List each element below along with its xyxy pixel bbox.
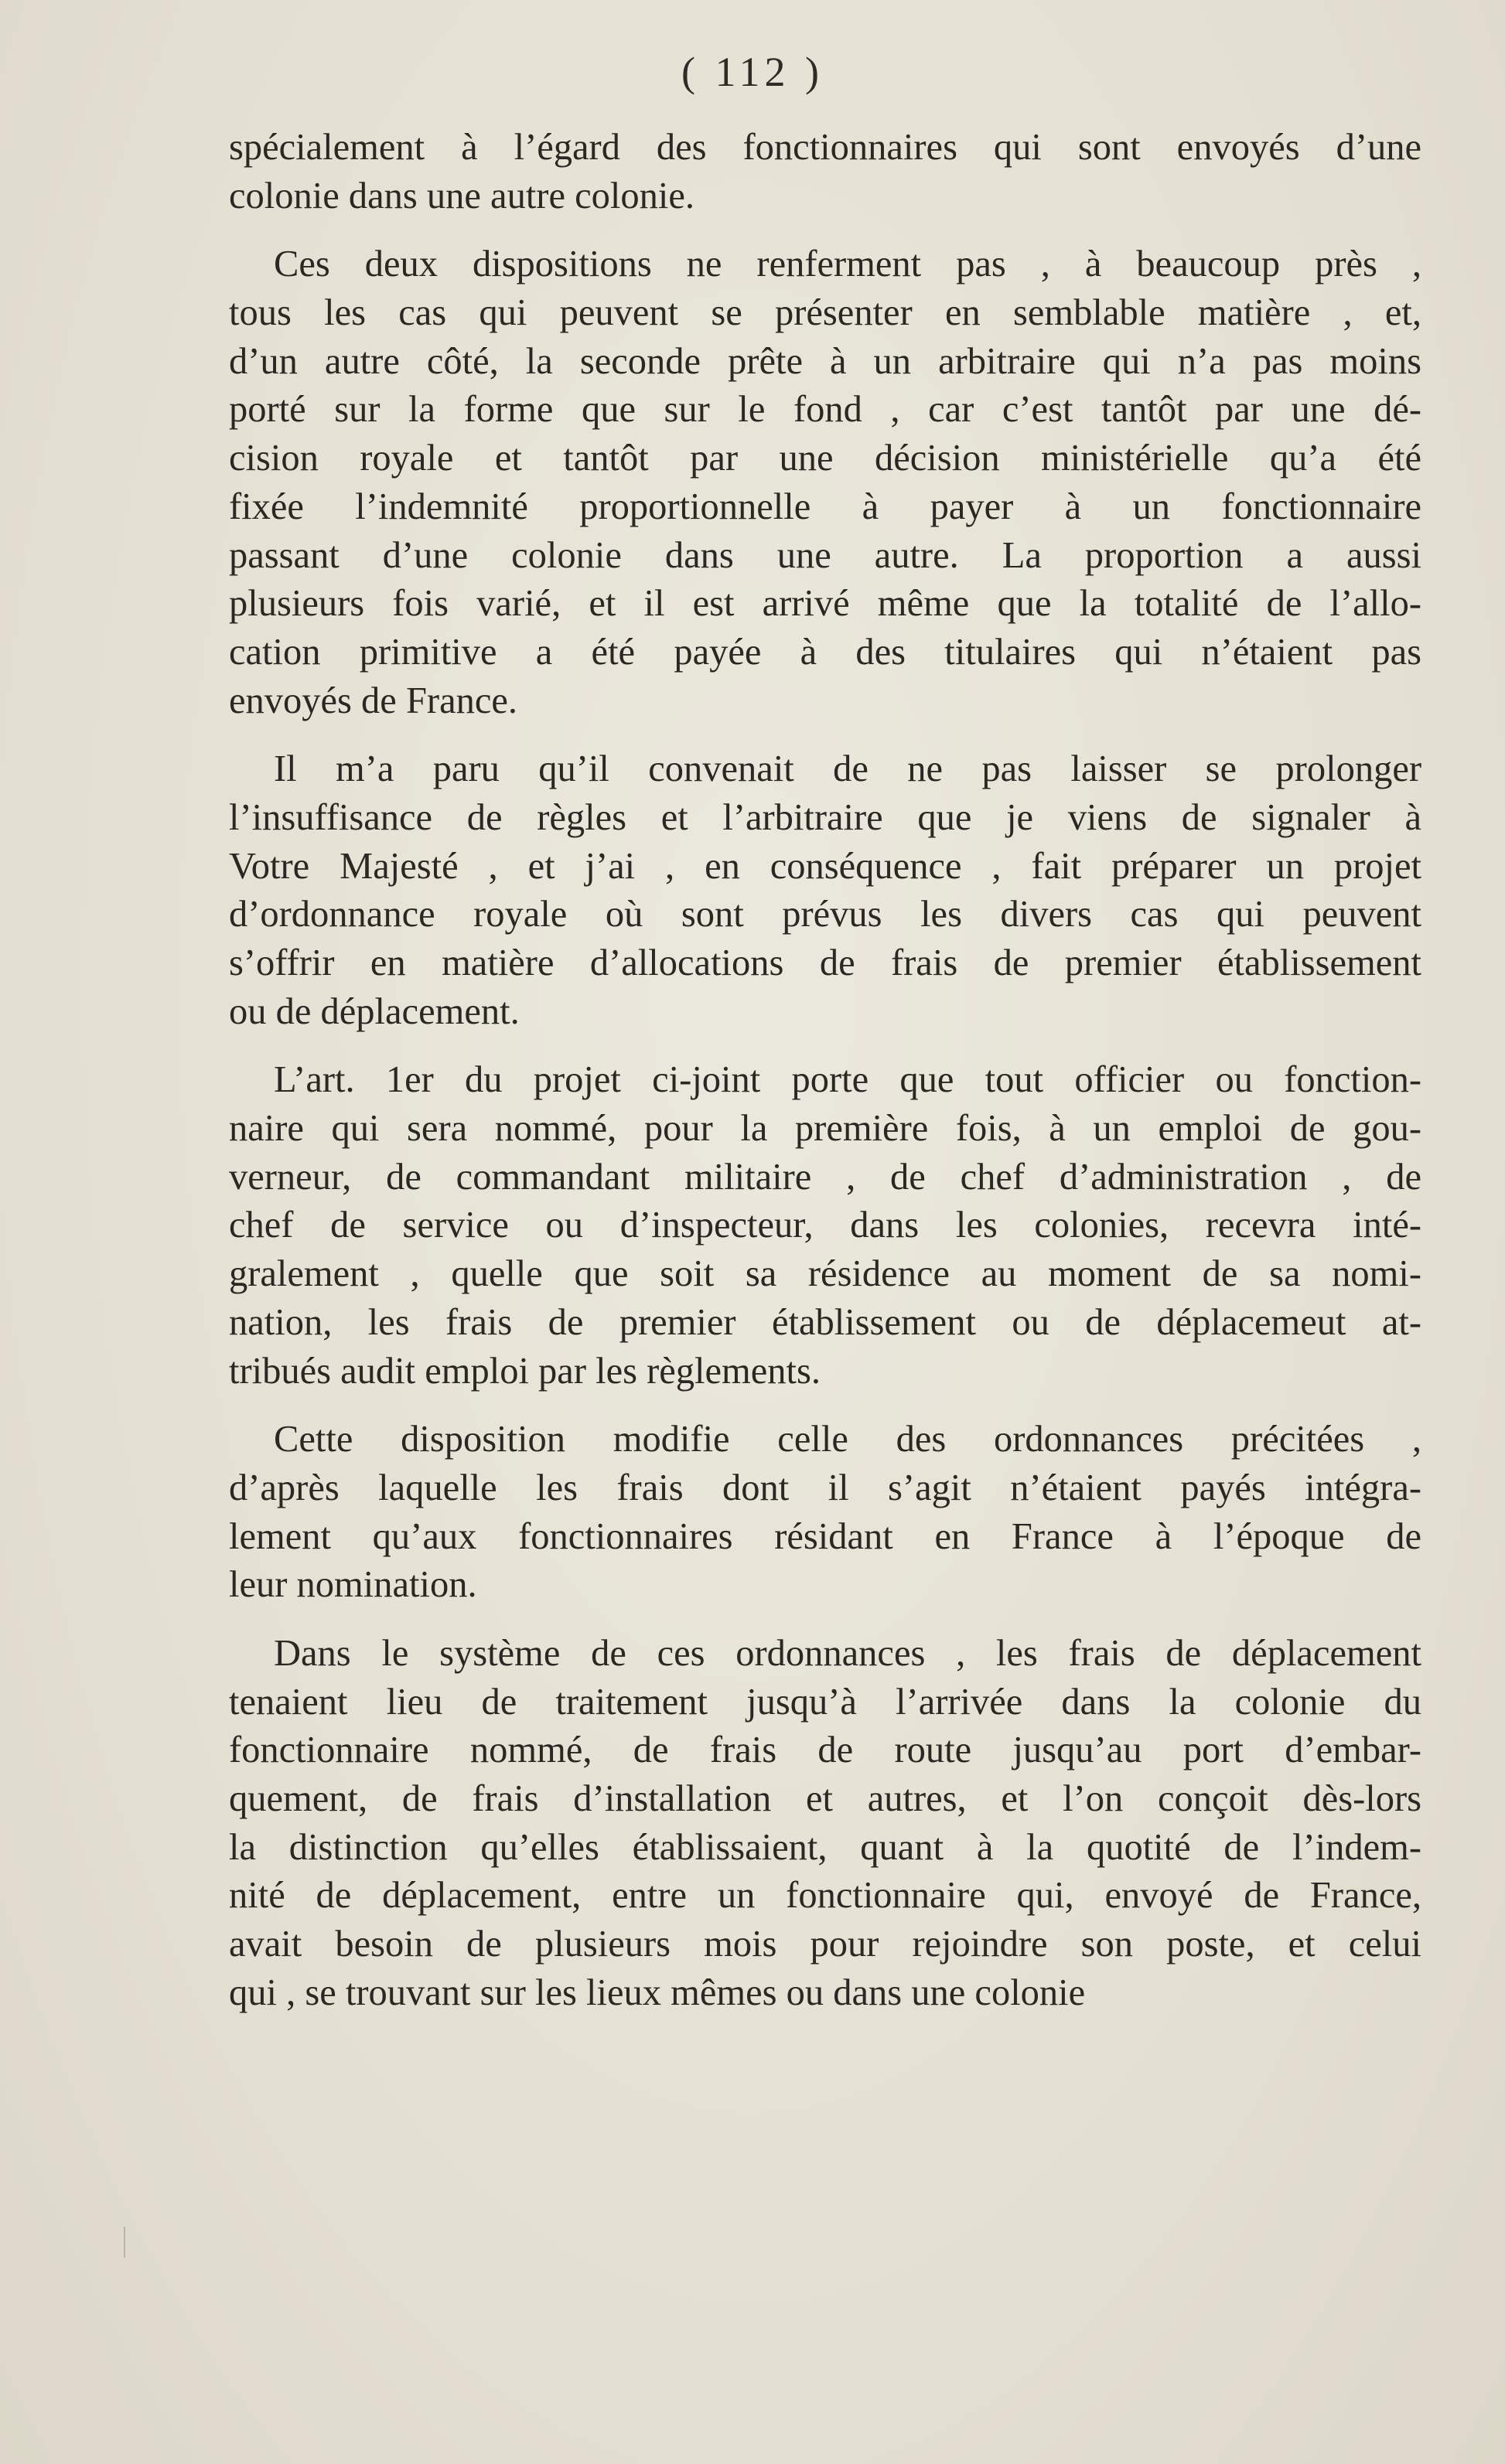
text-line: tenaient lieu de traitement jusqu’à l’arrivée dans la colonie du — [229, 1681, 1421, 1723]
text-line: tous les cas qui peuvent se présenter en semblable matière , et, — [229, 292, 1421, 334]
text-line: fonctionnaire nommé, de frais de route jusqu’au port d’embar- — [229, 1730, 1421, 1771]
text-line: s’offrir en matière d’allocations de frais de premier établissement — [229, 942, 1421, 983]
text-line: nation, les frais de premier établissement ou de déplacemeut at- — [229, 1301, 1421, 1343]
text-line: cation primitive a été payée à des titulaires qui n’étaient pas — [229, 631, 1421, 673]
text-line: la distinction qu’elles établissaient, quant à la quotité de l’indem- — [229, 1826, 1421, 1868]
paragraph — [229, 1416, 1421, 1610]
text-line: gralement , quelle que soit sa résidence au moment de sa nomi- — [229, 1253, 1421, 1295]
text-line: colonie dans une autre colonie. — [229, 175, 694, 216]
text-line: d’ordonnance royale où sont prévus les divers cas qui peuvent — [229, 894, 1421, 936]
text-line: naire qui sera nommé, pour la première fois, à un emploi de gou- — [229, 1108, 1421, 1150]
paragraph — [229, 240, 1421, 725]
text-line: passant d’une colonie dans une autre. La proportion a aussi — [229, 534, 1421, 576]
text-line: lement qu’aux fonctionnaires résidant en France à l’époque de — [229, 1515, 1421, 1557]
text-line: verneur, de commandant militaire , de chef d’administration , de — [229, 1156, 1421, 1198]
text-line: d’un autre côté, la seconde prête à un arbitraire qui n’a pas moins — [229, 340, 1421, 382]
paragraph — [229, 124, 1421, 220]
text-line: Il m’a paru qu’il convenait de ne pas laisser se prolonger — [274, 748, 1421, 790]
page-number: ( 112 ) — [681, 49, 824, 95]
text-line: qui , se trouvant sur les lieux mêmes ou dans une colonie — [229, 1972, 1086, 2013]
text-line: Votre Majesté , et j’ai , en conséquence , fait préparer un projet — [229, 845, 1421, 887]
paragraph-gap — [229, 1036, 1421, 1056]
paragraph-gap — [229, 220, 1421, 240]
margin-mark — [124, 2227, 125, 2258]
text-line: quement, de frais d’installation et autres, et l’on conçoit dès-lors — [229, 1778, 1421, 1819]
text-line: spécialement à l’égard des fonctionnaires qui sont envoyés d’une — [229, 127, 1421, 168]
paragraph — [229, 1630, 1421, 2018]
paragraph-gap — [229, 1610, 1421, 1630]
text-line: l’insuffisance de règles et l’arbitraire que je viens de signaler à — [229, 796, 1421, 838]
text-line: d’après laquelle les frais dont il s’agit n’étaient payés intégra- — [229, 1467, 1421, 1508]
text-line: tribués audit emploi par les règlements. — [229, 1350, 821, 1392]
text-line: Cette disposition modifie celle des ordonnances précitées , — [274, 1419, 1421, 1460]
body-text — [229, 124, 1421, 2017]
text-line: Dans le système de ces ordonnances , les frais de déplacement — [274, 1632, 1421, 1674]
text-line: leur nomination. — [229, 1564, 477, 1606]
paragraph — [229, 745, 1421, 1036]
text-line: porté sur la forme que sur le fond , car c’est tantôt par une dé- — [229, 389, 1421, 431]
text-line: cision royale et tantôt par une décision ministérielle qu’a été — [229, 438, 1421, 479]
text-line: chef de service ou d’inspecteur, dans les colonies, recevra inté- — [229, 1205, 1421, 1246]
text-line: avait besoin de plusieurs mois pour rejoindre son poste, et celui — [229, 1924, 1421, 1965]
paragraph-gap — [229, 725, 1421, 745]
text-line: ou de déplacement. — [229, 990, 520, 1032]
text-line: Ces deux dispositions ne renferment pas , à beaucoup près , — [274, 244, 1421, 285]
text-line: nité de déplacement, entre un fonctionnaire qui, envoyé de France, — [229, 1875, 1421, 1917]
paragraph-gap — [229, 1396, 1421, 1416]
text-line: envoyés de France. — [229, 680, 518, 721]
paragraph — [229, 1056, 1421, 1396]
text-line: plusieurs fois varié, et il est arrivé même que la totalité de l’allo- — [229, 583, 1421, 625]
text-line: fixée l’indemnité proportionnelle à payer à un fonctionnaire — [229, 486, 1421, 527]
text-line: L’art. 1er du projet ci-joint porte que tout officier ou fonction- — [274, 1059, 1421, 1101]
